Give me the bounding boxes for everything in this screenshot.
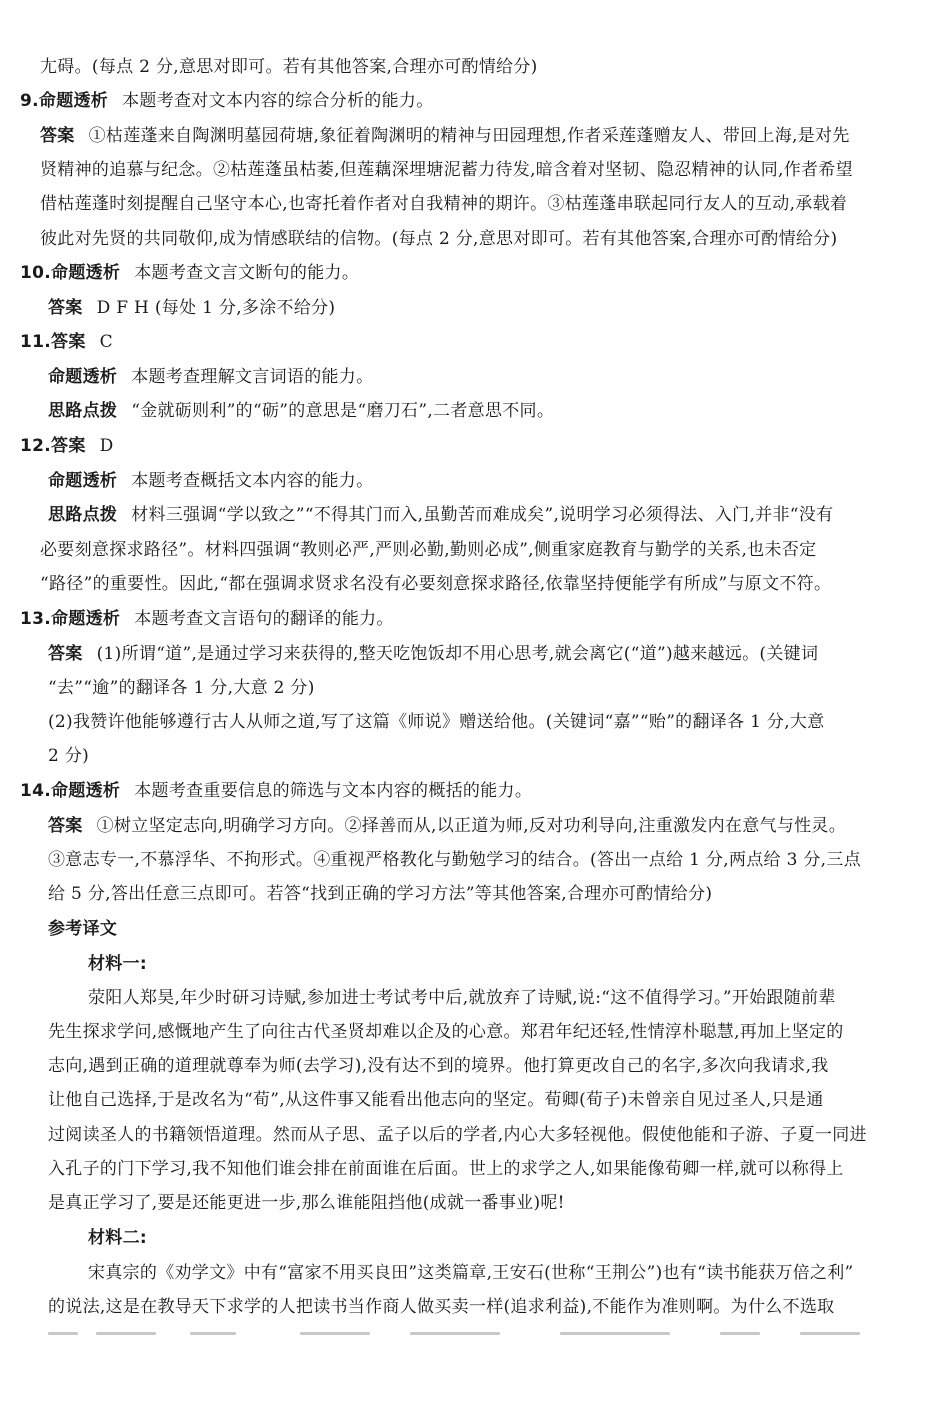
material-one-line: 先生探求学问,感慨地产生了向往古代圣贤却难以企及的心意。郑君年纪还轻,性情淳朴聪慧,再加上坚定的 bbox=[48, 1022, 844, 1042]
q9-label: 命题透析 bbox=[38, 91, 109, 111]
material-two-title: 材料二: bbox=[88, 1228, 147, 1248]
q9-answer-label: 答案 bbox=[40, 126, 75, 146]
q12-hint: 思路点拨 材料三强调“学以致之”“不得其门而入,虽勤苦而难成矣”,说明学习必须得法、入门,并非“没有 bbox=[48, 505, 834, 525]
q9-answer-line: 彼此对先贤的共同敬仰,成为情感联结的信物。(每点 2 分,意思对即可。若有其他答案,合理亦可酌情给分) bbox=[40, 229, 838, 249]
material-two-line: 的说法,这是在教导天下求学的人把读书当作商人做买卖一样(追求利益),不能作为准则啊。为什么不选取 bbox=[48, 1297, 835, 1317]
material-one-line: 过阅读圣人的书籍领悟道理。然而从子思、孟子以后的学者,内心大多轻视他。假使他能和子游、子夏一同进 bbox=[48, 1125, 867, 1145]
q14-answer: 答案 ①树立坚定志向,明确学习方向。②择善而从,以正道为师,反对功利导向,注重激发内在意气与性灵。 bbox=[48, 816, 847, 836]
q13-answer-line: (2)我赞许他能够遵行古人从师之道,写了这篇《师说》赠送给他。(关键词“嘉”“贻”的翻译各 1 分,大意 bbox=[48, 712, 825, 732]
q9-text: 本题考查对文本内容的综合分析的能力。 bbox=[122, 91, 434, 111]
q14-answer-line: ③意志专一,不慕浮华、不拘形式。④重视严格教化与勤勉学习的结合。(答出一点给 1 分,两点给 3 分,三点 bbox=[48, 850, 861, 870]
material-one-line: 志向,遇到正确的道理就尊奉为师(去学习),没有达不到的境界。他打算更改自己的名字,多次向我请求,我 bbox=[48, 1056, 829, 1076]
q12-hint-line: 必要刻意探求路径”。材料四强调“教则必严,严则必勤,勤则必成”,侧重家庭教育与勤学的关系,也未否定 bbox=[40, 540, 817, 560]
q10-answer: 答案 D F H (每处 1 分,多涂不给分) bbox=[48, 298, 336, 318]
q14-header: 14.命题透析 本题考查重要信息的筛选与文本内容的概括的能力。 bbox=[20, 781, 533, 801]
material-one-line: 让他自己选择,于是改名为“荀”,从这件事又能看出他志向的坚定。荀卿(荀子)未曾亲自见过圣人,只是通 bbox=[48, 1090, 824, 1110]
material-one-line: 是真正学习了,要是还能更进一步,那么谁能阻挡他(成就一番事业)呢! bbox=[48, 1193, 565, 1213]
material-two-line: 宋真宗的《劝学文》中有“富家不用买良田”这类篇章,王安石(世称“王荆公”)也有“读书能获万倍之利” bbox=[88, 1263, 854, 1283]
q11-header: 11.答案 C bbox=[20, 332, 113, 352]
q10-header: 10.命题透析 本题考查文言文断句的能力。 bbox=[20, 263, 360, 283]
q13-answer-line: “去”“逾”的翻译各 1 分,大意 2 分) bbox=[48, 678, 315, 698]
q11-hint: 思路点拨 “金就砺则利”的“砺”的意思是“磨刀石”,二者意思不同。 bbox=[48, 401, 555, 421]
q13-answer: 答案 (1)所谓“道”,是通过学习来获得的,整天吃饱饭却不用心思考,就会离它(“道”)越来越远。(关键词 bbox=[48, 644, 819, 664]
q9-answer-line: 贤精神的追慕与纪念。②枯莲蓬虽枯萎,但莲藕深埋塘泥蓄力待发,暗含着对坚韧、隐忍精神的认同,作者希望 bbox=[40, 160, 853, 180]
q12-hint-line: “路径”的重要性。因此,“都在强调求贤求名没有必要刻意探求路径,依靠坚持便能学有所成”与原文不符。 bbox=[40, 574, 832, 594]
q11-analysis: 命题透析 本题考查理解文言词语的能力。 bbox=[48, 367, 374, 387]
cropped-text-fragment bbox=[0, 1328, 950, 1342]
q9-header bbox=[20, 89, 434, 113]
material-one-line: 入孔子的门下学习,我不知他们谁会排在前面谁在后面。世上的求学之人,如果能像荀卿一样,就可以称得上 bbox=[48, 1159, 844, 1179]
q9-number: 9. bbox=[20, 91, 39, 111]
q12-analysis: 命题透析 本题考查概括文本内容的能力。 bbox=[48, 471, 374, 491]
material-one-line: 荥阳人郑昊,年少时研习诗赋,参加进士考试考中后,就放弃了诗赋,说:“这不值得学习。”开始跟随前辈 bbox=[88, 988, 836, 1008]
material-one-title: 材料一: bbox=[88, 954, 147, 974]
q13-answer-line: 2 分) bbox=[48, 746, 90, 766]
q9-answer-line: 借枯莲蓬时刻提醒自己坚守本心,也寄托着作者对自我精神的期许。③枯莲蓬串联起同行友人的互动,承载着 bbox=[40, 194, 848, 214]
line-continuation: 尢碍。(每点 2 分,意思对即可。若有其他答案,合理亦可酌情给分) bbox=[40, 57, 538, 77]
q13-header: 13.命题透析 本题考查文言语句的翻译的能力。 bbox=[20, 609, 394, 629]
reference-translation-title: 参考译文 bbox=[48, 919, 118, 939]
q12-header: 12.答案 D bbox=[20, 436, 114, 456]
q14-answer-line: 给 5 分,答出任意三点即可。若答“找到正确的学习方法”等其他答案,合理亦可酌情给分) bbox=[48, 884, 713, 904]
q9-answer-line: 答案 ①枯莲蓬来自陶渊明墓园荷塘,象征着陶渊明的精神与田园理想,作者采莲蓬赠友人、带回上海,是对先 bbox=[40, 126, 850, 146]
